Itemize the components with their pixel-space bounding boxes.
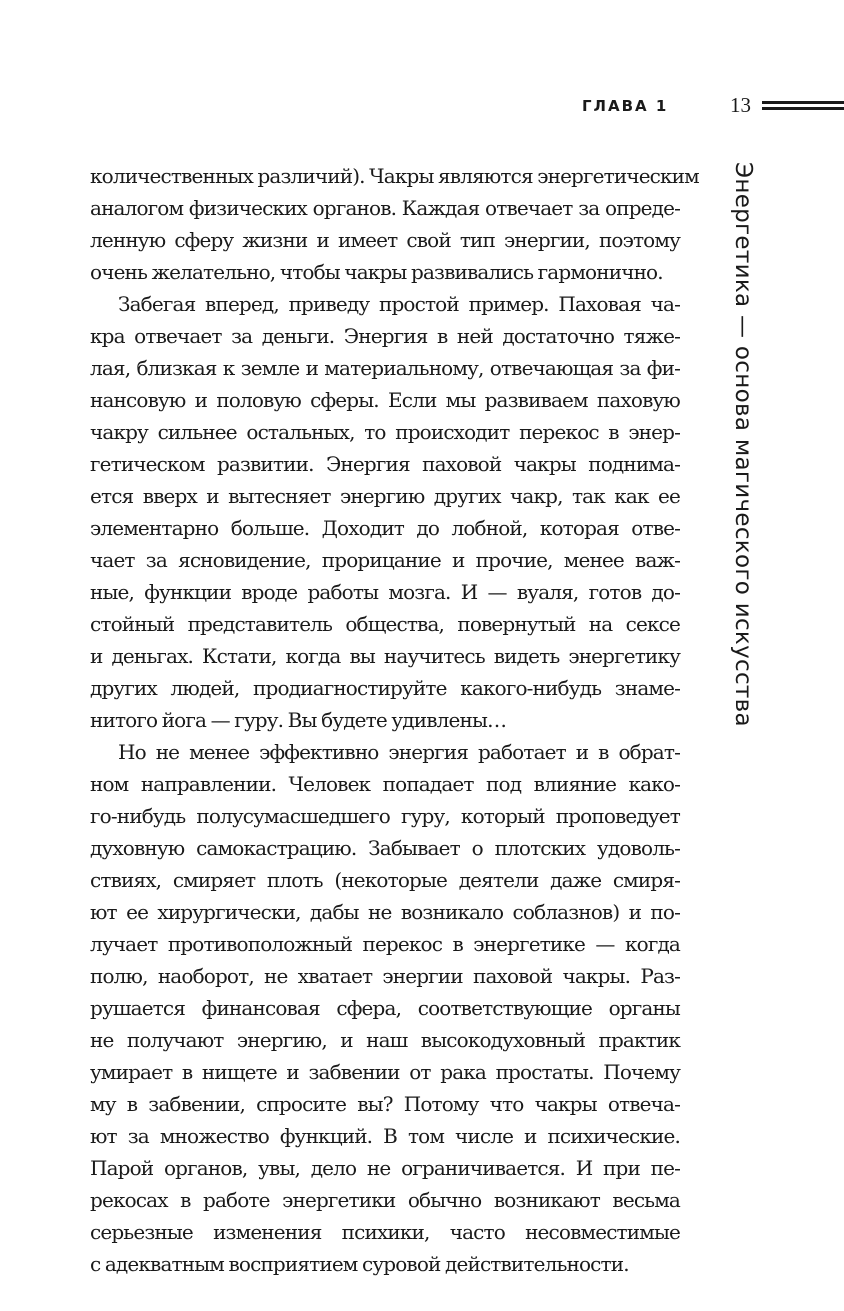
- text-line: рекосах в работе энергетики обычно возникают весьма: [90, 1188, 680, 1212]
- text-line: не получают энергию, и наш высокодуховный практик: [90, 1028, 680, 1052]
- text-line: и деньгах. Кстати, когда вы научитесь видеть энергетику: [90, 644, 680, 668]
- page-number: 13: [730, 93, 751, 117]
- text-line: ленную сферу жизни и имеет свой тип энергии, поэтому: [90, 228, 680, 252]
- text-line: ют за множество функций. В том числе и психические.: [90, 1124, 680, 1148]
- text-line: му в забвении, спросите вы? Потому что чакры отвеча-: [90, 1092, 680, 1116]
- text-line: го-нибудь полусумасшедшего гуру, который проповедует: [90, 804, 680, 828]
- text-line: стойный представитель общества, повернутый на сексе: [90, 612, 680, 636]
- text-line: ном направлении. Человек попадает под влияние како-: [90, 772, 680, 796]
- side-running-title: Энергетика — основа магического искусства: [730, 162, 756, 727]
- body-text: [90, 160, 699, 1280]
- text-line: полю, наоборот, не хватает энергии паховой чакры. Раз-: [90, 964, 680, 988]
- text-line: чает за ясновидение, прорицание и прочие, менее важ-: [90, 548, 680, 572]
- text-line: лучает противоположный перекос в энергетике — когда: [90, 932, 680, 956]
- text-line: рушается финансовая сфера, соответствующие органы: [90, 996, 680, 1020]
- text-line: с адекватным восприятием суровой действительности.: [90, 1252, 629, 1276]
- text-line: кра отвечает за деньги. Энергия в ней достаточно тяже-: [90, 324, 680, 348]
- text-line: Но не менее эффективно энергия работает и в обрат-: [118, 740, 680, 764]
- text-line: аналогом физических органов. Каждая отвечает за опреде-: [90, 196, 680, 220]
- text-line: ют ее хирургически, дабы не возникало соблазнов) и по-: [90, 900, 680, 924]
- text-line: нансовую и половую сферы. Если мы развиваем паховую: [90, 388, 680, 412]
- text-line: Парой органов, увы, дело не ограничивается. И при пе-: [90, 1156, 680, 1180]
- header-rule-bottom: [762, 107, 844, 110]
- text-line: гетическом развитии. Энергия паховой чакры поднима-: [90, 452, 680, 476]
- text-line: очень желательно, чтобы чакры развивались гармонично.: [90, 260, 663, 284]
- text-line: серьезные изменения психики, часто несовместимые: [90, 1220, 680, 1244]
- text-line: количественных различий). Чакры являются энергетическим: [90, 164, 699, 188]
- text-line: духовную самокастрацию. Забывает о плотских удоволь-: [90, 836, 680, 860]
- text-line: чакру сильнее остальных, то происходит перекос в энер-: [90, 420, 680, 444]
- text-line: умирает в нищете и забвении от рака простаты. Почему: [90, 1060, 680, 1084]
- text-line: элементарно больше. Доходит до лобной, которая отве-: [90, 516, 680, 540]
- header-rule-top: [762, 101, 844, 104]
- text-line: других людей, продиагностируйте какого-нибудь знаме-: [90, 676, 680, 700]
- running-header: [560, 93, 844, 123]
- text-line: нитого йога — гуру. Вы будете удивлены…: [90, 708, 507, 732]
- text-line: ствиях, смиряет плоть (некоторые деятели даже смиря-: [90, 868, 680, 892]
- text-line: ные, функции вроде работы мозга. И — вуаля, готов до-: [90, 580, 680, 604]
- text-line: ется вверх и вытесняет энергию других чакр, так как ее: [90, 484, 680, 508]
- text-line: Забегая вперед, приведу простой пример. Паховая ча-: [118, 292, 680, 316]
- chapter-label: ГЛАВА 1: [582, 97, 669, 115]
- text-line: лая, близкая к земле и материальному, отвечающая за фи-: [90, 356, 680, 380]
